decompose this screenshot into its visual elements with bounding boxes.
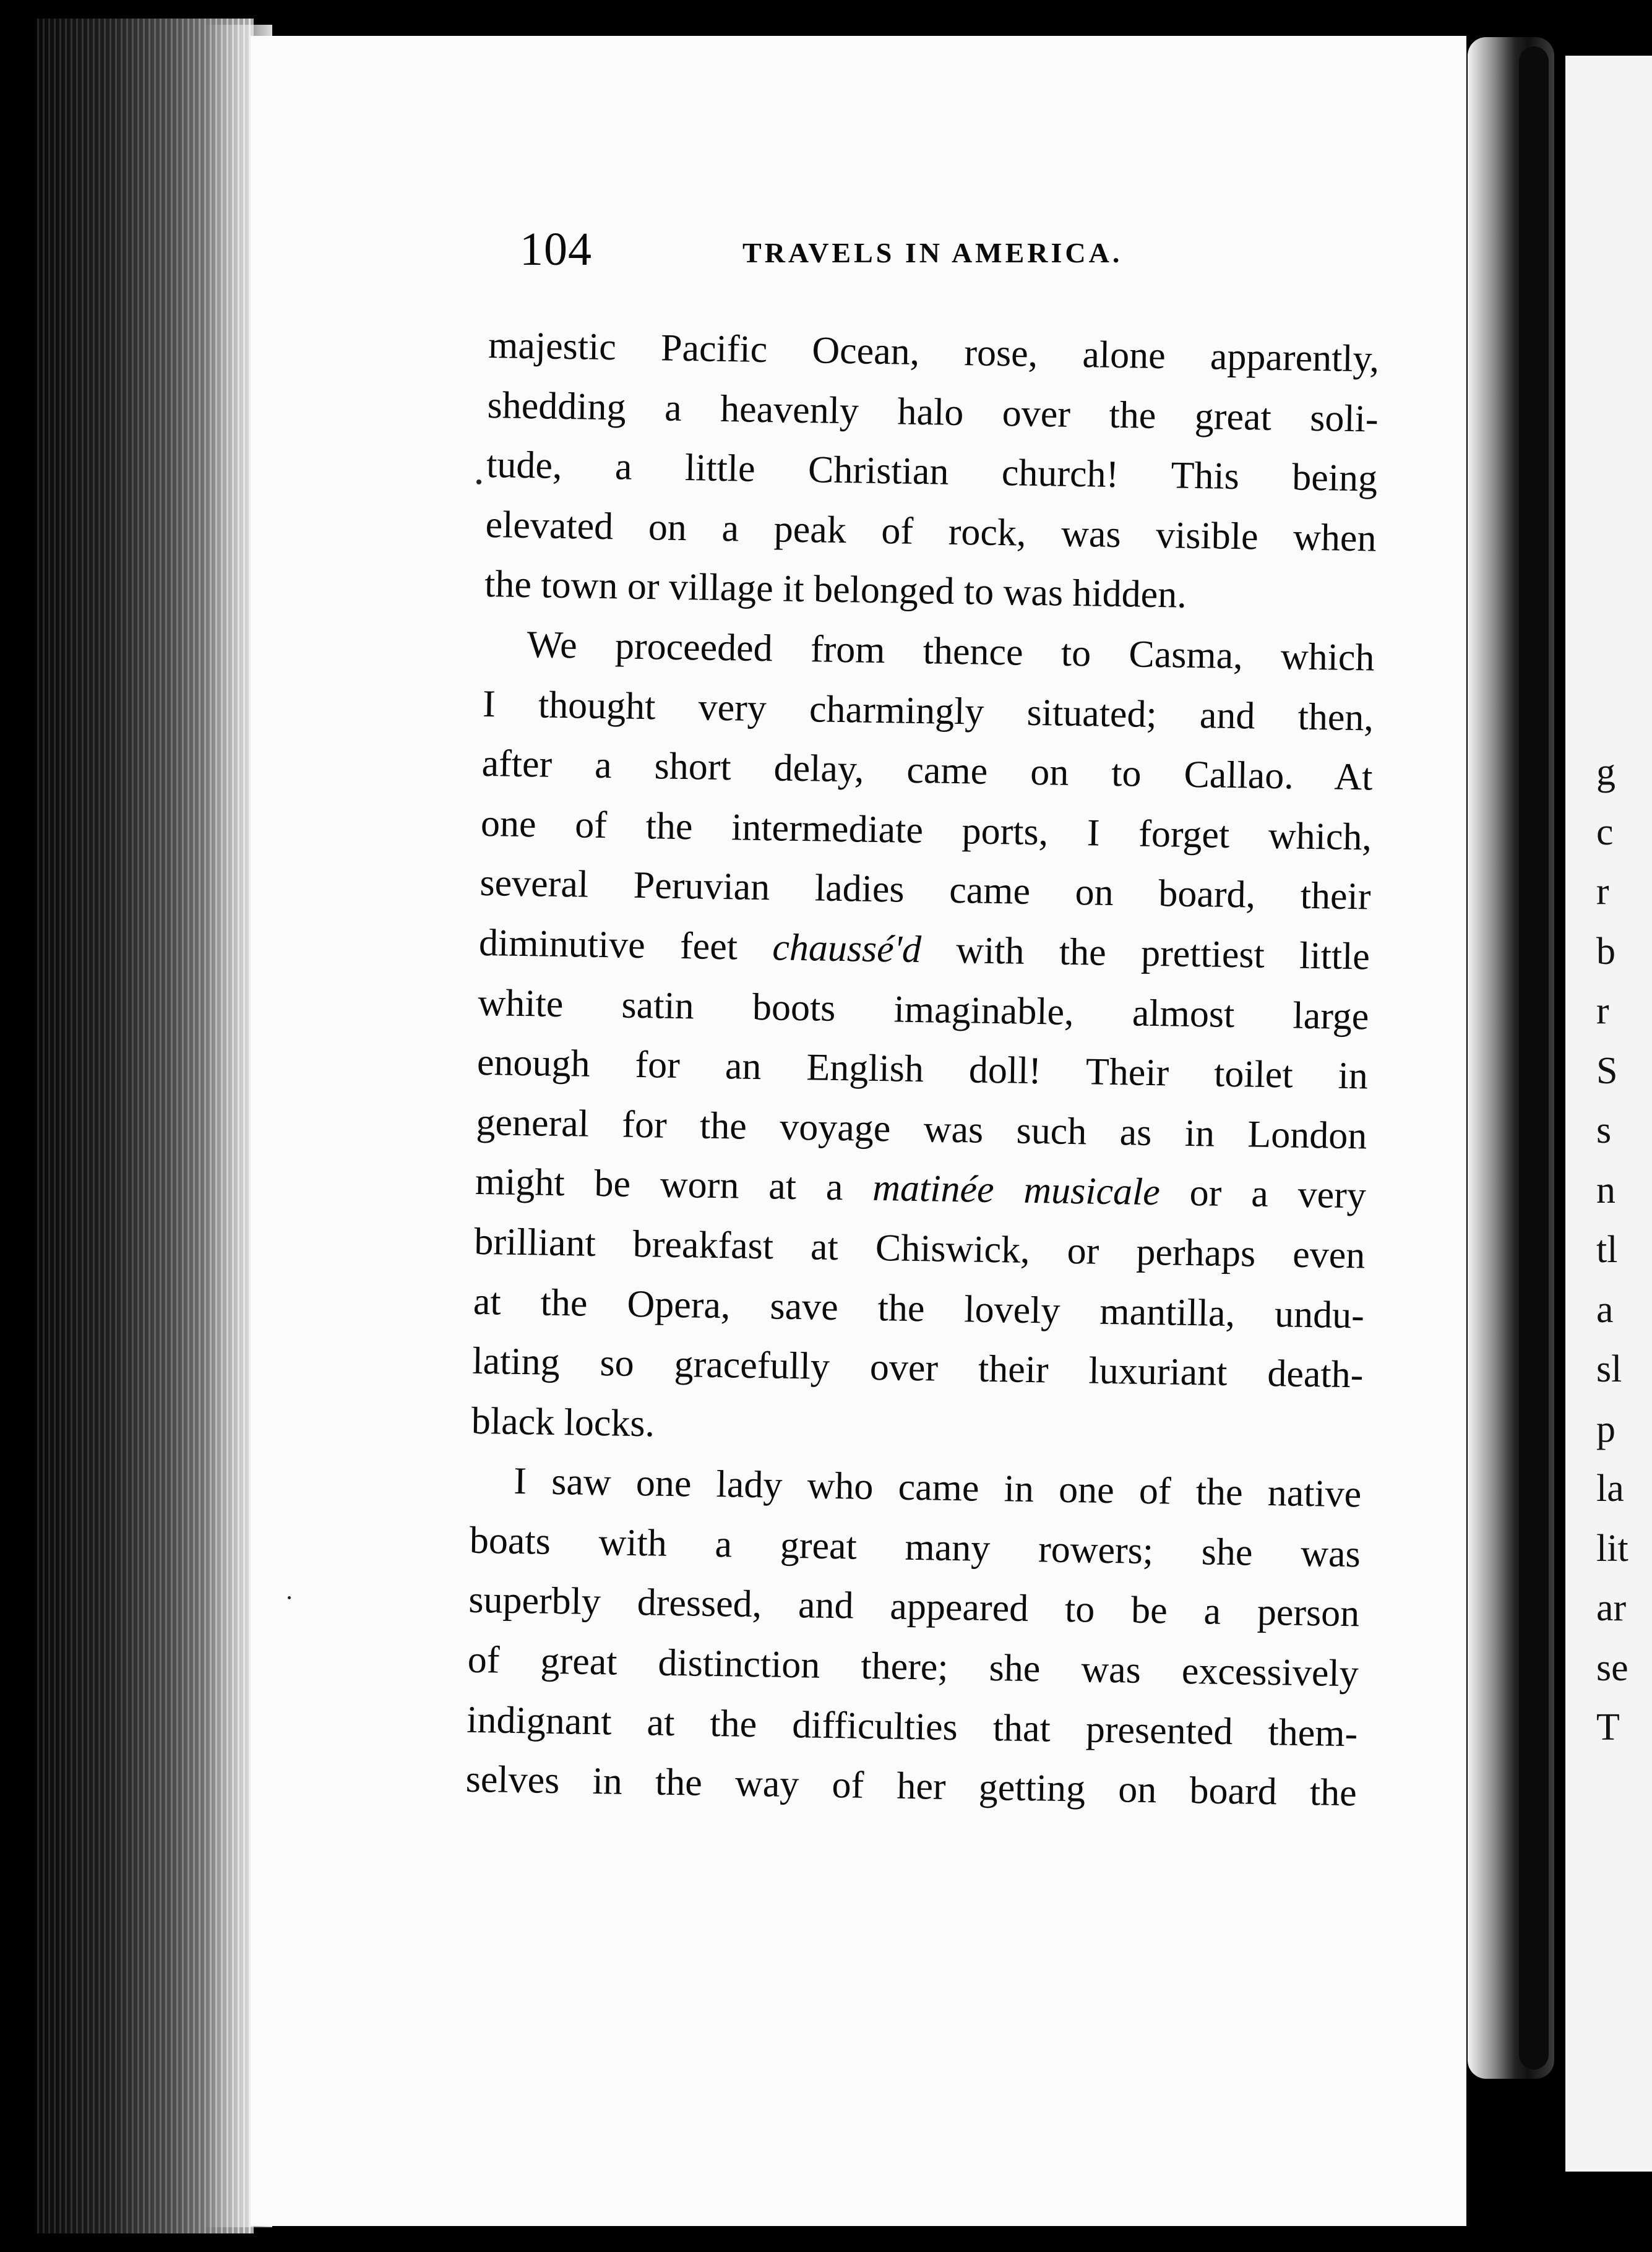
text-run: might be worn at a xyxy=(475,1161,873,1210)
text-line: of great distinction there; she was excessively xyxy=(467,1638,1359,1695)
text-line: I thought very charmingly situated; and then, xyxy=(482,682,1374,739)
facing-fragment: tl xyxy=(1596,1229,1618,1271)
facing-fragment: se xyxy=(1596,1646,1628,1689)
page-number: 104 xyxy=(520,223,592,275)
facing-fragment: sl xyxy=(1596,1348,1622,1390)
text-line: white satin boots imaginable, almost large xyxy=(478,981,1369,1038)
text-line: lating so gracefully over their luxuriant death- xyxy=(471,1339,1364,1396)
facing-fragment: T xyxy=(1596,1706,1620,1748)
text-run: or a very xyxy=(1159,1171,1367,1217)
text-line: several Peruvian ladies came on board, their xyxy=(480,862,1371,918)
facing-fragment: s xyxy=(1596,1109,1612,1151)
text-line: We proceeded from thence to Casma, which xyxy=(527,624,1375,679)
text-line: majestic Pacific Ocean, rose, alone apparently, xyxy=(488,324,1380,380)
facing-fragment: r xyxy=(1596,990,1609,1032)
text-run: with the prettiest little xyxy=(921,929,1370,978)
facing-fragment: n xyxy=(1596,1169,1615,1211)
text-line: tude, a little Christian church! This being xyxy=(486,444,1378,500)
text-line: at the Opera, save the lovely mantilla, undu- xyxy=(473,1280,1365,1336)
text-line: general for the voyage was such as in London xyxy=(475,1101,1367,1158)
text-line: superbly dressed, and appeared to be a person xyxy=(468,1579,1360,1635)
gutter-shadow xyxy=(1519,46,1549,2069)
facing-fragment: lit xyxy=(1596,1527,1628,1570)
text-run: diminutive feet xyxy=(478,921,773,969)
text-line: after a short delay, came on to Callao. At xyxy=(481,742,1373,799)
ink-speck xyxy=(288,1596,291,1599)
italic-term-matinee: matinée musicale xyxy=(872,1167,1161,1214)
ink-speck xyxy=(476,479,481,484)
text-line: enough for an English doll! Their toilet in xyxy=(476,1041,1369,1098)
facing-page-text xyxy=(1596,742,1652,1758)
facing-fragment: a xyxy=(1596,1288,1614,1331)
facing-fragment: S xyxy=(1596,1049,1618,1092)
facing-fragment: b xyxy=(1596,930,1615,973)
text-line: elevated on a peak of rock, was visible when xyxy=(485,503,1377,560)
facing-fragment: g xyxy=(1596,751,1615,793)
text-line: one of the intermediate ports, I forget which, xyxy=(480,802,1372,859)
italic-term-chausse: chaussé'd xyxy=(772,926,922,971)
page-header xyxy=(520,223,1361,291)
text-line: black locks. xyxy=(471,1399,655,1445)
text-line: selves in the way of her getting on board the xyxy=(465,1758,1357,1815)
text-line: brilliant breakfast at Chiswick, or perhaps even xyxy=(473,1220,1366,1277)
facing-fragment: c xyxy=(1596,810,1614,853)
text-line: indignant at the difficulties that presented them- xyxy=(466,1698,1358,1755)
body-text xyxy=(465,316,1380,1823)
facing-fragment: la xyxy=(1596,1468,1624,1510)
text-line: boats with a great many rowers; she was xyxy=(469,1519,1361,1576)
facing-fragment: ar xyxy=(1596,1587,1627,1629)
text-line: shedding a heavenly halo over the great soli- xyxy=(487,384,1379,441)
facing-fragment: p xyxy=(1596,1408,1615,1450)
text-line: the town or village it belonged to was hidden. xyxy=(484,563,1187,617)
facing-fragment: r xyxy=(1596,870,1609,913)
text-line: I saw one lady who came in one of the native xyxy=(513,1460,1362,1516)
running-title: TRAVELS IN AMERICA. xyxy=(742,237,1123,269)
